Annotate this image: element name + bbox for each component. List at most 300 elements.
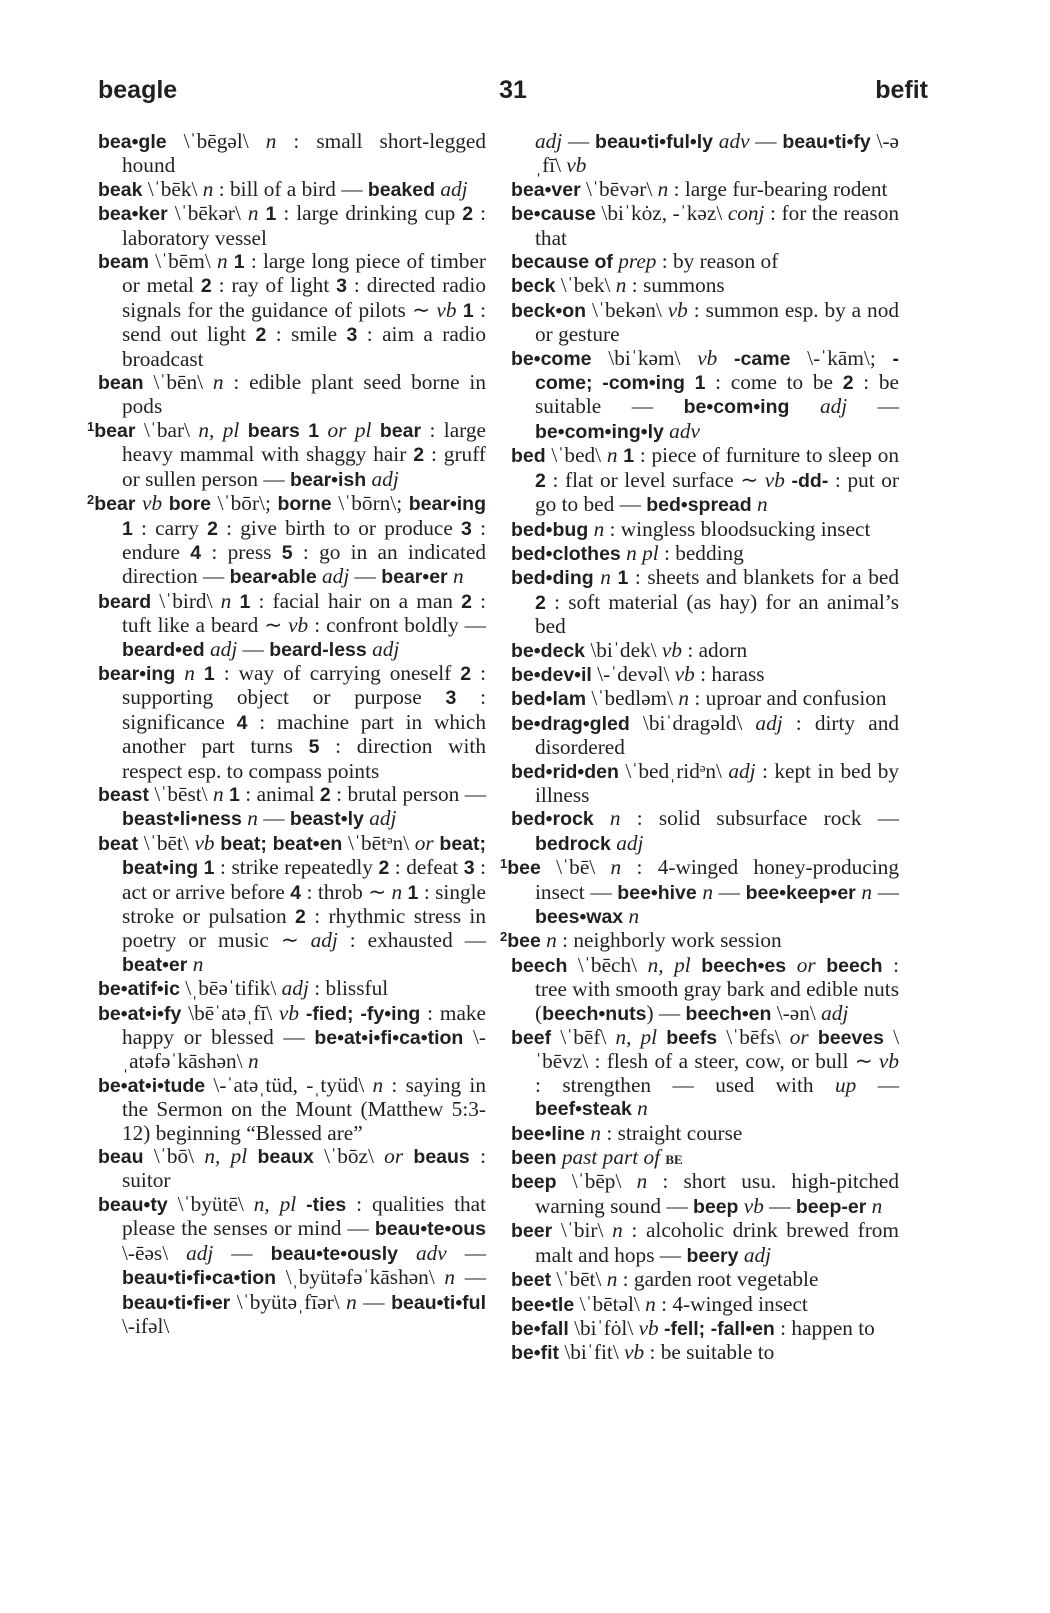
definition-text: : act or arrive before [122,855,486,904]
label: n [657,176,669,201]
label: prep [618,249,657,274]
definition-text [259,201,266,225]
headword: bees•wax [535,906,624,928]
label: adj [743,1242,772,1267]
label: adv [718,129,750,153]
definition-text: \ˈbēvər\ [580,176,658,201]
sense-number: 1 [265,203,277,226]
headword: -fell; -fall•en [664,1317,775,1340]
definition-text: : bedding [658,540,744,565]
definition-text: — [237,636,270,661]
definition-text: — [213,1240,271,1265]
definition-text [239,418,247,442]
definition-text: : adorn [682,637,748,662]
dictionary-entry [511,639,899,663]
sense-number: 1 [203,857,215,880]
label: adv [415,1240,447,1265]
definition-text: \biˈdek\ [585,637,662,662]
definition-text: \ˈbēk\ [142,176,203,201]
label: adj [369,806,397,831]
dictionary-entry [511,566,899,638]
headword: beast•li•ness [122,808,242,831]
headword: bear•er [381,566,448,589]
dictionary-entry [511,274,899,298]
definition-text: : large drinking cup [276,201,463,226]
label: n [861,879,873,904]
label: vb [278,1000,300,1025]
definition-text: \ˈbē\ [540,855,611,880]
dictionary-entry [511,444,899,517]
headword: beck•on [511,299,587,322]
dictionary-entry [98,202,486,250]
sense-number: 1 [122,517,133,540]
definition-text: \-ēəs\ [122,1240,187,1265]
definition-text: : short usu. high-pitched warning sound — [535,1169,900,1218]
label: n [452,564,464,589]
definition-text: : for the reason that [535,201,899,250]
sense-number: 3 [346,324,358,347]
definition-text [816,953,827,977]
column-left [87,129,487,1338]
headword: beaux [257,1146,314,1169]
dictionary-entry [511,1146,899,1170]
definition-text: : dirty and disordered [535,710,899,760]
headword: bear•ing [408,493,487,516]
definition-text: : direction with respect esp. to compass points [122,734,486,783]
label: n [247,1049,259,1074]
definition-text: : wingless bloodsucking insect [604,516,871,541]
label: up [834,1072,857,1097]
definition-text: — [856,1072,899,1097]
sense-number: 3 [463,857,475,880]
headword: bee•keep•er [745,881,856,904]
definition-text: \ˈbyütē\ [167,1191,254,1216]
label: adj [322,564,350,589]
label: n, pl [204,1144,248,1169]
dictionary-entry [511,1317,899,1341]
guide-word-left: beagle [98,76,178,104]
label: n [678,686,690,711]
headword: bee•hive [617,881,697,904]
definition-text: : supporting object or purpose [122,660,486,710]
definition-text: \ˈbēn\ [143,370,213,395]
definition-text: — [713,879,746,904]
label: vb [878,1049,899,1074]
sense-number: 2 [535,591,546,614]
definition-text: : alcoholic drink brewed from malt and hops — [535,1218,899,1267]
definition-text: \ˌbēəˈtifik\ [179,976,282,1001]
label: or [384,1144,404,1169]
definition-text: \ˈbētᵊn\ [342,830,415,855]
label: vb [697,345,718,370]
label: n, pl [198,417,240,442]
definition-text: : straight course [601,1120,743,1145]
definition-text: : strike repeatedly [214,855,379,880]
headword: beau•ty [98,1193,168,1216]
definition-text [657,1025,666,1049]
definition-text [299,1001,306,1025]
headword: beau•ti•fi•ca•tion [122,1267,277,1290]
definition-text: : by reason of [656,249,779,274]
label: vb [764,467,785,492]
label: vb [436,297,457,322]
definition-text: : come to be [705,370,843,395]
running-head [98,76,928,110]
label: n [212,781,224,806]
headword: bea•ver [511,178,581,201]
definition-text: \ˌbyütəfəˈkāshən\ [276,1265,445,1290]
headword: beech [511,954,568,977]
headword: beet [511,1269,552,1292]
headword: beau•ti•fy [782,131,871,153]
definition-text: : ray of light [211,273,337,298]
definition-text: — [257,806,290,831]
headword: be•com•ing [683,396,790,419]
definition-text: : throb ∼ [301,879,392,904]
headword: be•com•ing•ly [535,420,664,443]
dictionary-entry [511,299,899,347]
dictionary-entry [511,663,899,687]
page-number: 31 [499,76,527,104]
label: n [346,1289,357,1314]
definition-text: : way of carrying oneself [214,660,461,685]
definition-text: : kept in bed by illness [535,758,899,807]
dictionary-entry [500,928,899,953]
definition-text: : make happy or blessed — [122,1000,486,1050]
label: n [593,516,605,541]
label: vb [667,297,688,322]
dictionary-entry [98,371,486,419]
headword: beeves [817,1027,884,1050]
definition-text: be [665,1148,683,1169]
headword: -come; -com•ing [535,347,900,395]
label: adj [440,176,468,201]
headword: bed•rid•den [511,760,619,783]
definition-text: \biˈkəm\ [591,345,698,370]
label: n [612,1218,623,1243]
definition-text: : exhausted — [337,928,486,953]
definition-text: — [749,129,783,153]
dictionary-entry [87,417,486,492]
label: vb [566,153,587,178]
label: adj [819,394,848,419]
definition-text: : summon esp. by a nod or gesture [535,297,899,347]
headword: bear•able [229,566,317,589]
label: n [265,129,277,153]
label: adj [821,1000,849,1025]
definition-text: \ˈbēst\ [148,781,213,806]
definition-text: \ˈbēvz\ : flesh of a steer, cow, or bull ∼ [535,1025,899,1074]
definition-text: : tree with smooth gray bark and edible nuts ( [535,952,900,1025]
sense-number: 2 [462,203,474,226]
label: n [645,1291,656,1316]
definition-text: \-ifəl\ [122,1313,170,1338]
label: n [247,201,259,226]
headword: beau•te•ously [270,1242,398,1265]
label: n [372,1072,384,1097]
definition-text [195,661,204,685]
sense-number: 1 [229,783,240,806]
definition-text: \ˈbēm\ [148,249,217,274]
definition-text [247,1144,257,1168]
label: adj [372,636,400,661]
definition-text: \-ən\ [771,1000,822,1025]
definition-text: \ˈbēt\ [138,830,195,855]
sense-number: 2 [842,372,854,395]
definition-text: : neighborly work session [556,928,782,953]
headword: beau [98,1146,144,1169]
label: n [192,951,204,976]
label: adj [755,710,783,735]
headword: bear [379,419,422,442]
definition-text: \ˈbōz\ [313,1144,385,1169]
definition-text [789,394,820,418]
definition-text: \ˈbēch\ [567,952,648,977]
headword: bedrock [535,832,611,855]
dictionary-entry [511,1268,899,1292]
label: n, pl [647,952,691,977]
headword: borne [277,493,332,516]
sense-number: 4 [290,881,302,904]
definition-text: : animal [239,781,320,806]
sense-number: 2 [378,857,390,880]
dictionary-entry [511,807,899,856]
headword: bears [247,419,300,442]
homograph-number: 2 [87,492,95,508]
dictionary-entry [98,590,486,662]
headword: beaus [413,1146,470,1169]
definition-text: : summons [626,273,725,298]
definition-text: : saying in the Sermon on the Mount (Matthew 5:3-12) beginning “Blessed are” [122,1072,486,1145]
headword: beefs [666,1027,718,1050]
label: n [702,879,714,904]
headword: -came [734,347,791,370]
definition-text [685,370,695,394]
definition-text: — [455,1265,486,1290]
guide-word-right: befit [875,76,928,104]
sense-number: 1 [617,567,629,590]
definition-text: : send out light [122,297,487,347]
definition-text: : soft material (as hay) for an animal’s bed [535,589,899,639]
homograph-number: 1 [87,418,95,434]
dictionary-entry [98,178,486,202]
sense-number: 1 [462,299,474,322]
headword: bee•tle [511,1293,575,1316]
dictionary-entry [511,250,899,274]
definition-text: : strengthen — used with [535,1072,835,1097]
headword: be•fall [511,1317,569,1340]
sense-number: 4 [190,541,202,564]
definition-text: : go in an indicated direction — [122,539,486,589]
headword: beep [511,1171,557,1194]
definition-text: \ˈbir\ [552,1218,613,1243]
definition-text: ) — [646,1000,686,1025]
sense-number: 4 [236,711,248,734]
label: vb [142,491,163,516]
dictionary-entry [98,250,486,371]
headword: be•cause [511,203,596,226]
definition-text: \ˈbyütəˌfīər\ [230,1289,347,1314]
definition-text: \ˈbēp\ [556,1169,637,1194]
headword: bear•ish [289,468,367,491]
definition-text: \biˈdragəld\ [629,710,756,735]
sense-number: 2 [294,906,306,928]
headword: -dd- [791,469,829,492]
headword: bear•ing [98,662,176,685]
definition-text: : bill of a bird — [213,176,368,201]
definition-text: \ˈbedləm\ [586,686,679,711]
definition-text: — [763,1193,796,1218]
definition-text: \ˈbar\ [135,417,199,442]
definition-text: \ˈbed\ [545,443,607,468]
headword: beat; beat•ing [122,832,487,880]
label: n [610,855,622,880]
headword: beast•ly [289,808,364,831]
label: adj [310,928,338,953]
definition-text: \ˈbēgəl\ [166,129,266,153]
definition-text: \ˈbēkər\ [167,201,248,226]
headword: be•come [511,347,592,370]
sense-number: 1 [694,372,706,395]
definition-text: : harass [694,661,765,686]
headword: bea•ker [98,203,168,226]
label: n [184,660,195,685]
label: adj [616,830,644,855]
definition-text: : large heavy mammal with shaggy hair [122,417,486,467]
definition-text: : qualities that please the senses or mind — [122,1191,487,1241]
definition-text: : significance [122,685,486,734]
label: n pl [626,540,659,565]
dictionary-entry [98,1002,486,1074]
headword: be•at•i•tude [98,1074,206,1097]
headword: beak [98,178,143,201]
dictionary-entry [511,518,899,542]
definition-text: \ˈbird\ [151,588,221,613]
headword: bed•ding [511,567,594,590]
headword: beech•nuts [542,1002,647,1025]
definition-text: \ˈbek\ [555,273,616,298]
definition-text: \ˈbekən\ [586,297,668,322]
label: n [212,370,224,395]
label: n [247,806,258,831]
label: adj [371,466,399,491]
headword: beau•te•ous [374,1218,486,1241]
definition-text [594,806,610,830]
definition-text: : give birth to or produce [217,515,462,540]
definition-text: \ˈbedˌridᵊn\ [618,758,729,783]
headword: be•dev•il [511,663,592,686]
headword: bed•bug [511,518,589,541]
definition-text [296,1192,306,1216]
headword: bed•clothes [511,542,621,565]
definition-text [300,418,308,442]
headword: bed [511,445,546,468]
definition-text: : press [201,539,282,564]
homograph-number: 2 [500,929,508,945]
headword: beep-er [795,1195,867,1218]
sense-number: 2 [535,469,546,492]
definition-text: \-ˈkām\; [790,345,893,370]
sense-number: 1 [308,419,320,442]
label: or [796,952,816,977]
dictionary-entry [511,347,899,445]
label: n [606,1267,618,1292]
definition-text [691,953,702,977]
label: or [789,1025,809,1050]
definition-text: \-ˌatəfəˈkāshən\ [122,1025,486,1074]
headword: be•at•i•fi•ca•tion [314,1027,464,1050]
definition-text: : uproar and confusion [689,686,887,711]
headword: beery [686,1244,739,1267]
dictionary-entry [511,178,899,202]
definition-text: — [562,129,596,153]
headword: because of [511,251,613,274]
label: vb [743,1193,764,1218]
headword: bear [94,419,136,442]
sense-number: 1 [203,662,215,685]
label: conj [727,201,765,226]
definition-text: : single stroke or pulsation [122,879,487,928]
definition-text: — [872,879,900,904]
headword: beech [826,954,883,977]
headword: beef [511,1027,552,1050]
definition-text: \ˈbēfs\ [717,1025,790,1050]
definition-text [809,1025,818,1049]
definition-text: : endure [122,515,486,564]
definition-text: \ˈbō\ [143,1144,205,1169]
sense-number: 2 [207,517,218,540]
label: n [220,588,232,613]
label: n [600,565,611,590]
sense-number: 3 [461,517,472,540]
definition-text: : edible plant seed borne in pods [122,370,486,419]
sense-number: 3 [445,687,457,710]
dictionary-entry [98,662,486,783]
headword: beep [692,1195,739,1218]
definition-text: : be suitable — [535,370,899,419]
definition-text: — [446,1240,487,1265]
label: vb [624,1340,645,1365]
sense-number: 2 [461,590,472,613]
definition-text [717,346,734,370]
label: adj [281,976,309,1001]
label: vb [288,613,309,638]
definition-text: \-ˈatəˌtüd, -ˌtyüd\ [205,1072,373,1097]
headword: bed•rock [511,808,594,831]
dictionary-entry [511,202,899,250]
label: n [637,1096,648,1121]
dictionary-entry [98,977,486,1001]
definition-text: \ˈbēt\ [551,1267,607,1292]
label: n [636,1169,648,1194]
headword: beat [98,832,139,855]
label: adj [210,636,238,661]
definition-text: \ˈbōr\; [211,491,278,516]
definition-text [403,1144,413,1168]
label: n [546,928,557,953]
definition-text: : facial hair on a man [250,588,462,613]
dictionary-entry [511,954,899,1026]
definition-text [371,418,379,442]
dictionary-entry [511,1026,899,1122]
headword: be•at•i•fy [98,1002,182,1025]
sense-number: 1 [233,251,245,274]
headword: bee [507,857,541,880]
label: n [202,176,214,201]
headword: bear [94,493,136,516]
headword: beech•es [701,954,787,977]
label: n [871,1193,883,1218]
